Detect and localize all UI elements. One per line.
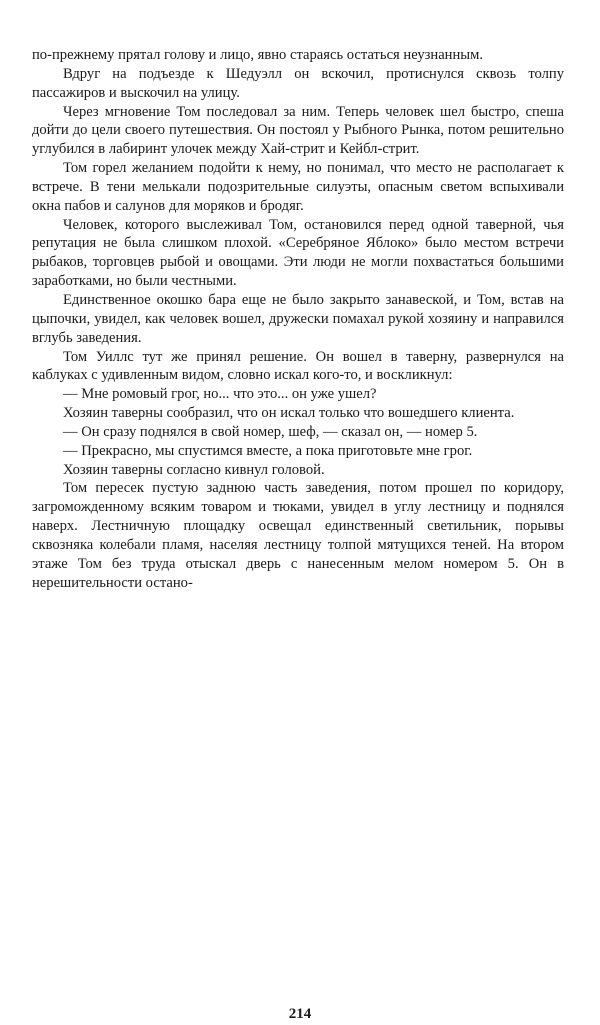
paragraph-13: Том пересек пустую заднюю часть заведения, потом прошел по коридору, загроможденному всяким товаром и тюками, увидел в углу лестницу и поднялся наверх. Лестничную площадку освещал единственный светильник, порывы сквозняка колебали пламя, населяя лестницу толпой мятущихся теней. На втором этаже Том без труда отыскал дверь с нанесенным мелом номером 5. Он в нерешительности остано- [32,480,564,591]
paragraph-12: Хозяин таверны согласно кивнул головой. [63,461,325,478]
paragraph-2: Вдруг на подъезде к Шедуэлл он вскочил, протиснулся сквозь толпу пассажиров и выскочил на улицу. [32,65,564,101]
paragraph-9: Хозяин таверны сообразил, что он искал только что вошедшего клиента. [63,405,515,422]
paragraph-4: Том горел желанием подойти к нему, но понимал, что место не располагает к встрече. В тени мелькали подозрительные силуэты, опасным светом вспыхивали окна пабов и салунов для моряков и бродяг. [32,160,564,214]
paragraph-1: по-прежнему прятал голову и лицо, явно стараясь остаться неузнанным. [32,47,483,63]
paragraph-7: Том Уиллс тут же принял решение. Он вошел в таверну, развернулся на каблуках с удивленным видом, словно искал кого-то, и воскликнул: [32,348,564,384]
paragraph-3: Через мгновение Том последовал за ним. Теперь человек шел быстро, спеша дойти до цели своего путешествия. Он постоял у Рыбного Рынка, потом решительно углубился в лабиринт улочек между Хай-стрит и Кейбл-стрит. [32,103,564,158]
page-number: 214 [288,1006,312,1022]
paragraph-11-dialogue: — Прекрасно, мы спустимся вместе, а пока приготовьте мне грог. [63,442,473,459]
paragraph-8-dialogue: — Мне ромовый грог, но... что это... он уже ушел? [63,386,377,403]
paragraph-6: Единственное окошко бара еще не было закрыто занавеской, и Том, встав на цыпочки, увидел, как человек вошел, дружески помахал рукой хозяину и направился вглубь заведения. [32,291,564,346]
paragraph-5: Человек, которого выслеживал Том, остановился перед одной таверной, чья репутация не была слишком плохой. «Серебряное Яблоко» было местом встречи рыбаков, торговцев рыбой и овощами. Эти люди не могли похвастаться большими заработками, но были честными. [32,216,564,290]
paragraph-10-dialogue: — Он сразу поднялся в свой номер, шеф, — сказал он, — номер 5. [63,423,478,440]
